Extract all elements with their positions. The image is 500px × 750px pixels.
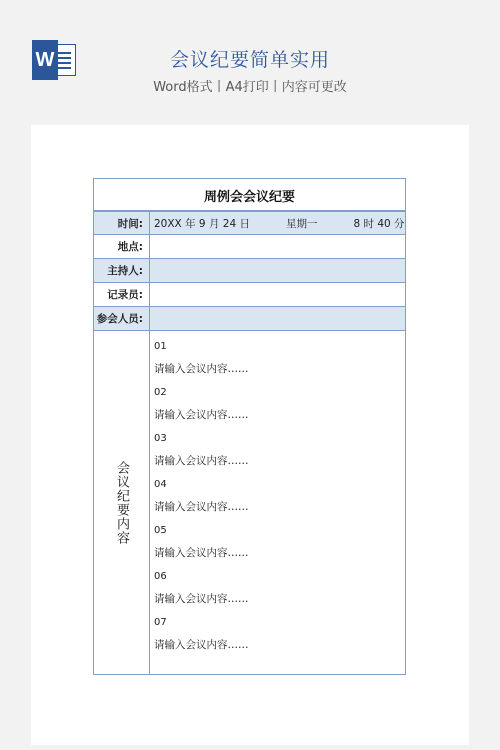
content-row <box>94 330 405 674</box>
attendees-label: 参会人员: <box>94 307 150 330</box>
recorder-label: 记录员: <box>94 283 150 306</box>
content-label: 会议纪要内容 <box>114 460 129 545</box>
location-label: 地点: <box>94 235 150 258</box>
word-logo-letter: W <box>32 40 58 80</box>
item-number: 02 <box>154 387 167 398</box>
host-row <box>94 258 405 282</box>
item-text[interactable]: 请输入会议内容…… <box>154 639 249 651</box>
minutes-table <box>93 178 406 675</box>
clock-value: 8 时 40 分 <box>353 217 405 230</box>
host-value[interactable] <box>150 259 405 282</box>
host-label: 主持人: <box>94 259 150 282</box>
content-items[interactable] <box>154 335 405 657</box>
time-label: 时间: <box>94 212 150 234</box>
table-title: 周例会会议纪要 <box>203 189 295 205</box>
location-row <box>94 234 405 258</box>
item-number: 07 <box>154 617 167 628</box>
time-value[interactable] <box>150 212 405 234</box>
item-text[interactable]: 请输入会议内容…… <box>154 409 249 421</box>
attendees-value[interactable] <box>150 307 405 330</box>
item-number: 05 <box>154 525 167 536</box>
location-value[interactable] <box>150 235 405 258</box>
date-value: 20XX 年 9 月 24 日 <box>154 217 250 230</box>
time-row <box>94 210 405 234</box>
item-text[interactable]: 请输入会议内容…… <box>154 547 249 559</box>
content-label-cell <box>94 331 150 674</box>
item-text[interactable]: 请输入会议内容…… <box>154 593 249 605</box>
item-number: 06 <box>154 571 167 582</box>
recorder-value[interactable] <box>150 283 405 306</box>
item-text[interactable]: 请输入会议内容…… <box>154 501 249 513</box>
item-number: 04 <box>154 479 167 490</box>
attendees-row <box>94 306 405 330</box>
page-subtitle: Word格式丨A4打印丨内容可更改 <box>153 80 347 95</box>
item-text[interactable]: 请输入会议内容…… <box>154 363 249 375</box>
item-number: 03 <box>154 433 167 444</box>
weekday-value: 星期一 <box>285 217 318 230</box>
item-number: 01 <box>154 341 167 352</box>
recorder-row <box>94 282 405 306</box>
document-page <box>31 125 469 745</box>
item-text[interactable]: 请输入会议内容…… <box>154 455 249 467</box>
page-title: 会议纪要简单实用 <box>169 49 330 71</box>
